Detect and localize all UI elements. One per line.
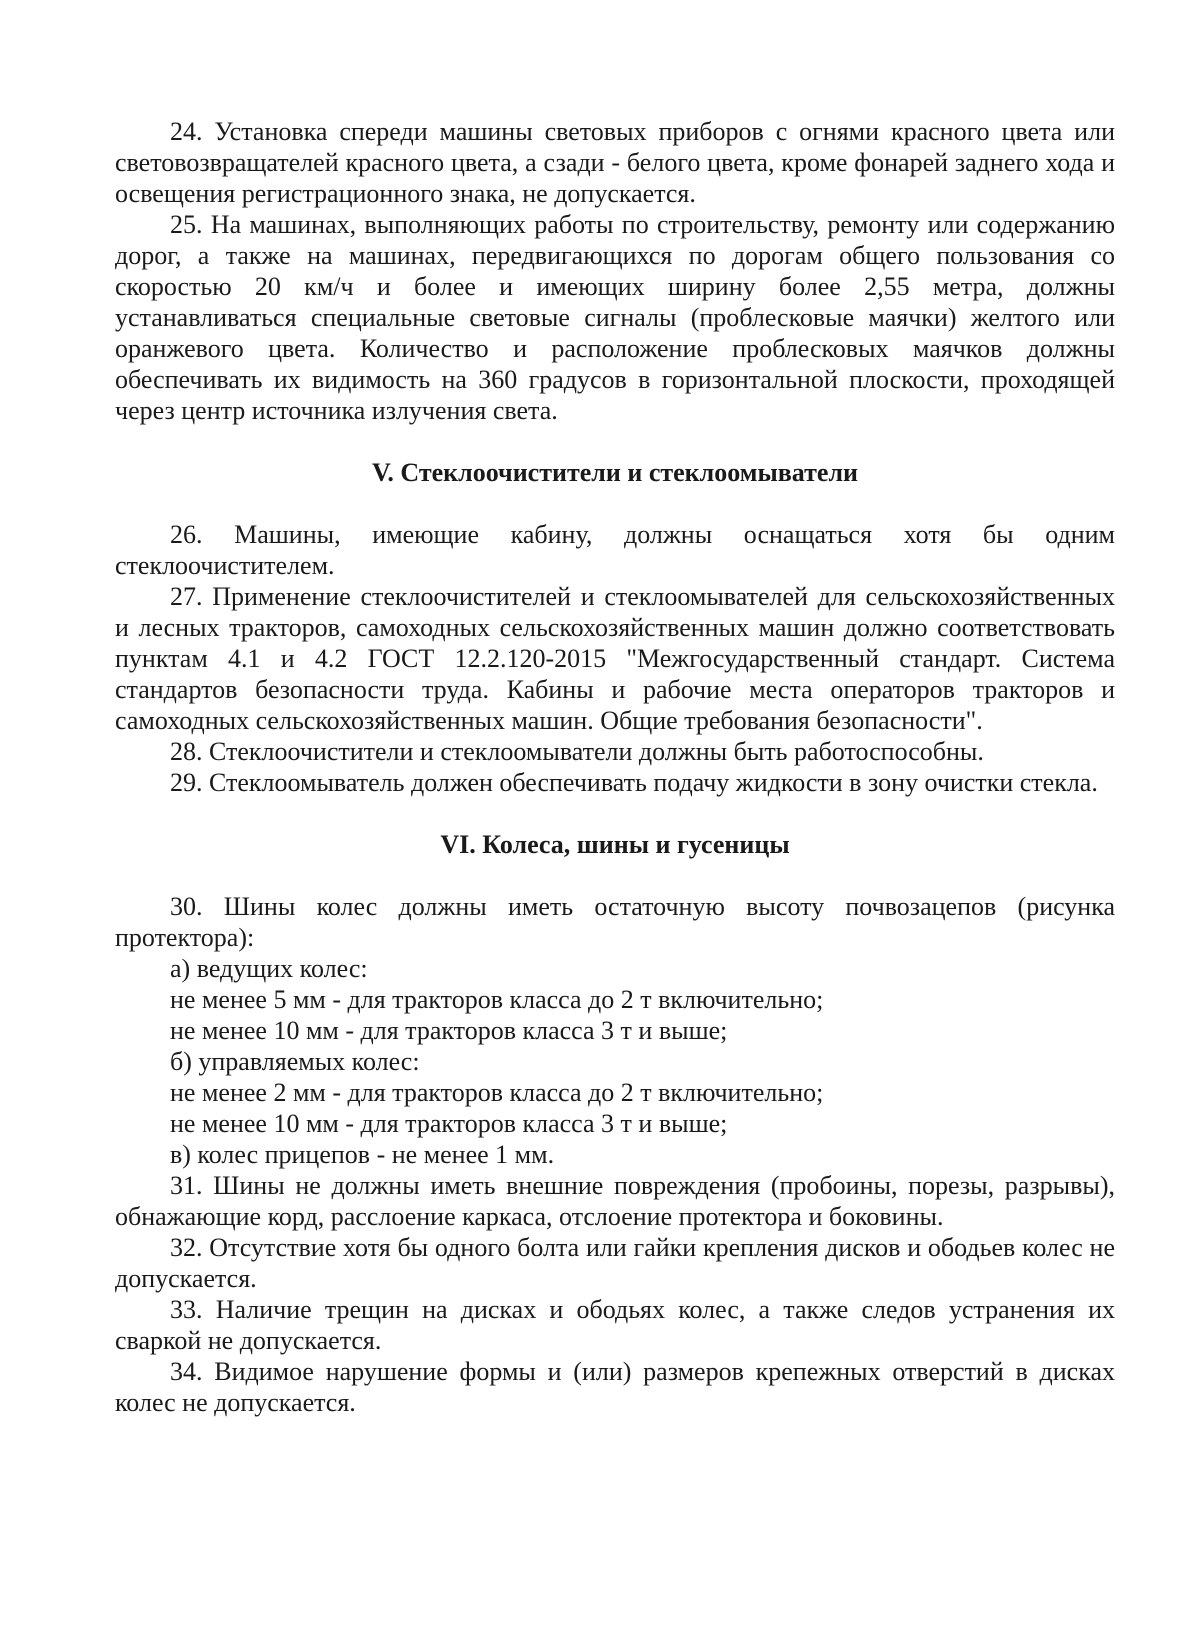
paragraph-30-item: не менее 2 мм - для тракторов класса до 2 т включительно; [170, 1078, 824, 1107]
paragraph-30-item: не менее 5 мм - для тракторов класса до 2 т включительно; [170, 985, 824, 1014]
paragraph-33: 33. Наличие трещин на дисках и ободьях колес, а также следов устранения их сваркой не допускается. [115, 1295, 1115, 1355]
paragraph-30-item: не менее 10 мм - для тракторов класса 3 т и выше; [170, 1016, 728, 1045]
paragraph-34: 34. Видимое нарушение формы и (или) размеров крепежных отверстий в дисках колес не допускается. [115, 1357, 1115, 1417]
section-6-heading: VI. Колеса, шины и гусеницы [440, 830, 790, 859]
paragraph-32: 32. Отсутствие хотя бы одного болта или гайки крепления дисков и ободьев колес не допускается. [115, 1233, 1115, 1293]
paragraph-27: 27. Применение стеклоочистителей и стеклоомывателей для сельскохозяйственных и лесных тракторов, самоходных сельскохозяйственных машин должно соответствовать пунктам 4.1 и 4.2 ГОСТ 12.2.120-2015 "Межгосударственный стандарт. Система стандартов безопасности труда. Кабины и рабочие места операторов тракторов и самоходных сельскохозяйственных машин. Общие требования безопасности". [115, 582, 1115, 735]
section-5-heading: V. Стеклоочистители и стеклоомыватели [371, 458, 859, 487]
paragraph-30-item: не менее 10 мм - для тракторов класса 3 т и выше; [170, 1109, 728, 1138]
paragraph-30-item: б) управляемых колес: [170, 1047, 420, 1076]
paragraph-29: 29. Стеклоомыватель должен обеспечивать подачу жидкости в зону очистки стекла. [170, 768, 1098, 797]
paragraph-28: 28. Стеклоочистители и стеклоомыватели должны быть работоспособны. [170, 737, 984, 766]
paragraph-25: 25. На машинах, выполняющих работы по строительству, ремонту или содержанию дорог, а также на машинах, передвигающихся по дорогам общего пользования со скоростью 20 км/ч и более и имеющих ширину более 2,55 метра, должны устанавливаться специальные световые сигналы (проблесковые маячки) желтого или оранжевого цвета. Количество и расположение проблесковых маячков должны обеспечивать их видимость на 360 градусов в горизонтальной плоскости, проходящей через центр источника излучения света. [115, 210, 1115, 425]
paragraph-30-item: в) колес прицепов - не менее 1 мм. [170, 1140, 555, 1169]
paragraph-30-item: а) ведущих колес: [170, 954, 368, 983]
paragraph-26: 26. Машины, имеющие кабину, должны оснащаться хотя бы одним стеклоочистителем. [115, 520, 1115, 580]
paragraph-30: 30. Шины колес должны иметь остаточную высоту почвозацепов (рисунка протектора): [115, 892, 1115, 952]
document-body [115, 116, 1115, 1418]
paragraph-31: 31. Шины не должны иметь внешние повреждения (пробоины, порезы, разрывы), обнажающие корд, расслоение каркаса, отслоение протектора и боковины. [115, 1171, 1115, 1231]
paragraph-24: 24. Установка спереди машины световых приборов с огнями красного цвета или световозвращателей красного цвета, а сзади - белого цвета, кроме фонарей заднего хода и освещения регистрационного знака, не допускается. [115, 117, 1115, 208]
